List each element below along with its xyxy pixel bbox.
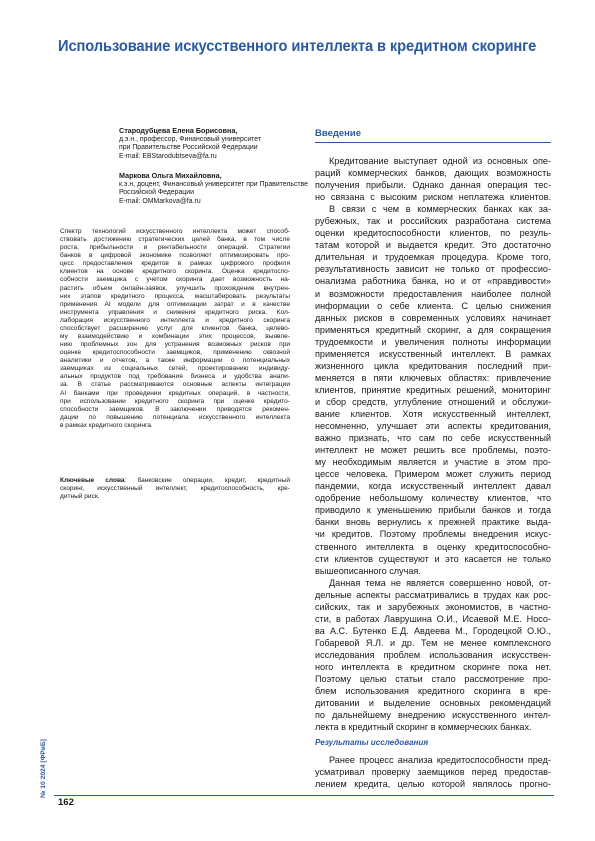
abstract-line: аналитики и отчетов, а также информации о потенциальных	[60, 357, 290, 365]
paragraph-line: информации о себе клиента. С целью снижения	[315, 300, 551, 311]
paragraph-line: лекта в кредитный скоринг в коммерческих банках.	[315, 722, 532, 733]
abstract-line: банков в цифровой экономике позволяют оптимизировать про-	[60, 252, 290, 260]
paragraph-line: и сбор средств, углубление отношений и обслужи-	[315, 396, 551, 407]
heading-divider	[315, 142, 551, 143]
keywords-text: скоринг, искусственный интеллект, кредитоспособность, кре-	[60, 485, 290, 493]
paragraph-line: вышеописанного случая.	[315, 565, 421, 576]
paragraph-line: исследования проблем использования искусствен-	[315, 649, 551, 660]
paragraph-line: сти, в работах Лаврушина О.И., Исаевой М.Е. Носо-	[315, 613, 551, 624]
paragraph-line: Ранее процесс анализа кредитоспособности пред-	[329, 755, 551, 766]
paragraph-line: данных рисков в современных условиях начинает	[315, 312, 551, 323]
footer-divider	[54, 795, 554, 796]
paragraph-line: клиентов, принятие кредитных решений, мониторинг	[315, 384, 551, 395]
main-column	[315, 128, 551, 790]
abstract-line: AI банками при проведении кредитных операций, в частности,	[60, 389, 290, 397]
paragraph-line: ного интеллекта в кредитном скоринге пока нет.	[315, 661, 551, 672]
article-title: Использование искусственного интеллекта в кредитном скоринге	[58, 38, 537, 55]
paragraph-line: дитовании и выделение основных рекомендаций	[315, 698, 551, 709]
paragraph-line: Данная тема не является совершенно новой, от-	[329, 577, 551, 588]
paragraph-line: применяться кредитный скоринг, а для сокращения	[315, 324, 551, 335]
author-1	[119, 127, 289, 162]
abstract-line: роста, прибыльности и рентабельности операций. Стратегии	[60, 244, 290, 252]
abstract-line: лаборация искусственного интеллекта и кредитного скоринга	[60, 316, 290, 324]
abstract-line: му взаимодействию и комбинации этих процессов, выявле-	[60, 333, 290, 341]
intro-text	[315, 155, 551, 733]
paragraph-line: раций коммерческих банков, дающих возможность	[315, 168, 551, 179]
abstract	[60, 228, 290, 430]
author-email: E-mail: EBStarodubtseva@fa.ru	[119, 153, 217, 161]
section-heading-intro: Введение	[315, 128, 362, 139]
paragraph-line: пандемии, когда искусственный интеллект давал	[315, 481, 551, 492]
paragraph-line: несомненно, улучшает эти аспекты кредитования,	[315, 421, 551, 432]
abstract-line: цесс предоставления кредитов в рамках цифрового профиля	[60, 260, 290, 268]
abstract-line: оценке кредитоспособности заемщиков, применению сквозной	[60, 349, 290, 357]
paragraph-line: банки вновь вернулись к прежней практике выда-	[315, 517, 551, 528]
authors-block	[119, 126, 308, 217]
paragraph-line: оценки кредитоспособности клиентов, по резуль-	[315, 228, 551, 239]
paragraph-line: усматривал проверку заемщиков перед предостав-	[315, 767, 551, 778]
paragraph-line: цессе человека. Примером может служить период	[315, 469, 551, 480]
paragraph-line: меняется в пяти ключевых областях: привлечение	[315, 372, 551, 383]
paragraph-line: приводило к уменьшению прибыли банков и тогда	[315, 505, 551, 516]
paragraph-line: применяется искусственный интеллект. В рамках	[315, 348, 551, 359]
paragraph-line: интеллект не может решить все проблемы, поэто-	[315, 445, 551, 456]
paragraph-line: по дальнейшему внедрению искусственного интел-	[315, 710, 551, 721]
author-affiliation: д.э.н., профессор, Финансовый университет	[119, 135, 262, 143]
abstract-line: собности заемщика с учетом скоринга дает возможность на-	[60, 276, 290, 284]
paragraph-line: трудоемкости и увеличения полноты информации	[315, 336, 551, 347]
paragraph-line: Кредитование выступает одной из основных опе-	[329, 156, 551, 166]
paragraph-line: ва А.С. Бутенко Е.Д. Авдеева М., Городецкой О.Ю.,	[315, 625, 551, 636]
keywords	[60, 477, 290, 501]
abstract-line: альных продуктов под требования бизнеса и удобства анали-	[60, 373, 290, 381]
abstract-line: них этапов кредитного процесса, масштабировать результаты	[60, 292, 290, 300]
author-affiliation: к.э.н, доцент, Финансовый университет при Правительстве	[119, 180, 308, 188]
paragraph-line: Гобаревой Я.Л. и др. Тем не менее комплексного	[315, 637, 551, 648]
paragraph-line: му необходимым является и участие в этом про-	[315, 457, 551, 468]
abstract-line: способствует расширению услуг для клиентов банка, целево-	[60, 324, 290, 332]
paragraph-line: важно признать, что сам по себе искусственный	[315, 433, 551, 444]
abstract-line: за. В статье рассматриваются основные аспекты интеграции	[60, 381, 290, 389]
keywords-text: дитный риск.	[60, 493, 100, 501]
section-heading-results: Результаты исследования	[315, 738, 429, 748]
paragraph-line: и возможности предоставления наиболее полной	[315, 288, 551, 299]
paragraph-line: длительная и трудоемкая процедура. Кроме того,	[315, 252, 551, 263]
abstract-line: растить объем онлайн-заявок, улучшить прохождение внутрен-	[60, 284, 290, 292]
paragraph-line: жизненного цикла кредитования последний при-	[315, 360, 551, 371]
author-2	[119, 170, 308, 207]
paragraph-line: но связана с высоким риском неплатежа клиентов.	[315, 192, 551, 203]
author-name: Стародубцева Елена Борисовна,	[119, 126, 238, 135]
abstract-line: заемщиках из социальных сетей, проектированию индивиду-	[60, 365, 290, 373]
paragraph-line: лением кредита, целью которой являлось прогно-	[315, 779, 551, 790]
paragraph-line: онализма работника банка, но и от «правдивости»	[315, 276, 551, 287]
paragraph-line: сти клиентов существуют и это касается не только	[315, 553, 551, 564]
abstract-line: в рамках кредитного скоринга.	[60, 421, 153, 429]
abstract-line: при использовании кредитного скоринга при оценке кредито-	[60, 397, 290, 405]
abstract-line: дации по повышению потенциала искусственного интеллекта	[60, 413, 290, 421]
abstract-line: способности заемщиков. В заключении приводятся рекомен-	[60, 405, 290, 413]
abstract-line: клиентов на основе кредитного скоринга. Оценка кредитоспо-	[60, 268, 290, 276]
paragraph-line: В связи с чем в коммерческих банках как за-	[329, 204, 551, 215]
author-affiliation: при Правительстве Российской Федерации	[119, 144, 258, 152]
paragraph-line: сийских, так и зарубежных экономистов, в частно-	[315, 601, 551, 612]
abstract-line: Спектр технологий искусственного интеллекта может способ-	[60, 228, 290, 235]
keywords-text: : банковские операции, кредит, кредитный	[124, 477, 291, 484]
author-email: E-mail: OMMarkova@fa.ru	[119, 197, 201, 205]
author-affiliation: Российской Федерации	[119, 189, 194, 197]
abstract-line: применения AI модели для оптимизации затрат и в качестве	[60, 300, 290, 308]
paragraph-line: вание клиентов. Хотя искусственный интеллект,	[315, 408, 551, 419]
paragraph-line: получения прибыли. Однако данная операция тес-	[315, 180, 551, 191]
abstract-line: инструмента управления и снижения кредитного риска. Кол-	[60, 308, 290, 316]
page-number: 162	[58, 797, 74, 808]
paragraph-line: татам которой и выдается кредит. Это достаточно	[315, 240, 551, 251]
keywords-label: Ключевые слова	[60, 477, 125, 484]
paragraph-line: дельные аспекты рассматривались в трудах как рос-	[315, 589, 551, 600]
author-name: Маркова Ольга Михайловна,	[119, 170, 222, 180]
results-text	[315, 754, 551, 790]
abstract-line: ствовать достижению стратегических целей банка, в том числе	[60, 236, 290, 244]
journal-issue-label: № 10 2024 [ФРиБ]	[40, 739, 47, 798]
abstract-line: нию проблемных зон для устранения возможных рисков при	[60, 341, 290, 349]
paragraph-line: блем использования кредитного скоринга в кре-	[315, 686, 551, 697]
paragraph-line: одобрение небольшому количеству клиентов, что	[315, 493, 551, 504]
paragraph-line: Поэтому целью статьи стало рассмотрение про-	[315, 674, 551, 685]
paragraph-line: чи кредитов. Поэтому проблемы внедрения искус-	[315, 529, 551, 540]
paragraph-line: рубежных, так и российских разработана система	[315, 216, 551, 227]
paragraph-line: результативность зависит не только от профессио-	[315, 264, 551, 275]
paragraph-line: ственного интеллекта в оценку кредитоспособно-	[315, 541, 551, 552]
